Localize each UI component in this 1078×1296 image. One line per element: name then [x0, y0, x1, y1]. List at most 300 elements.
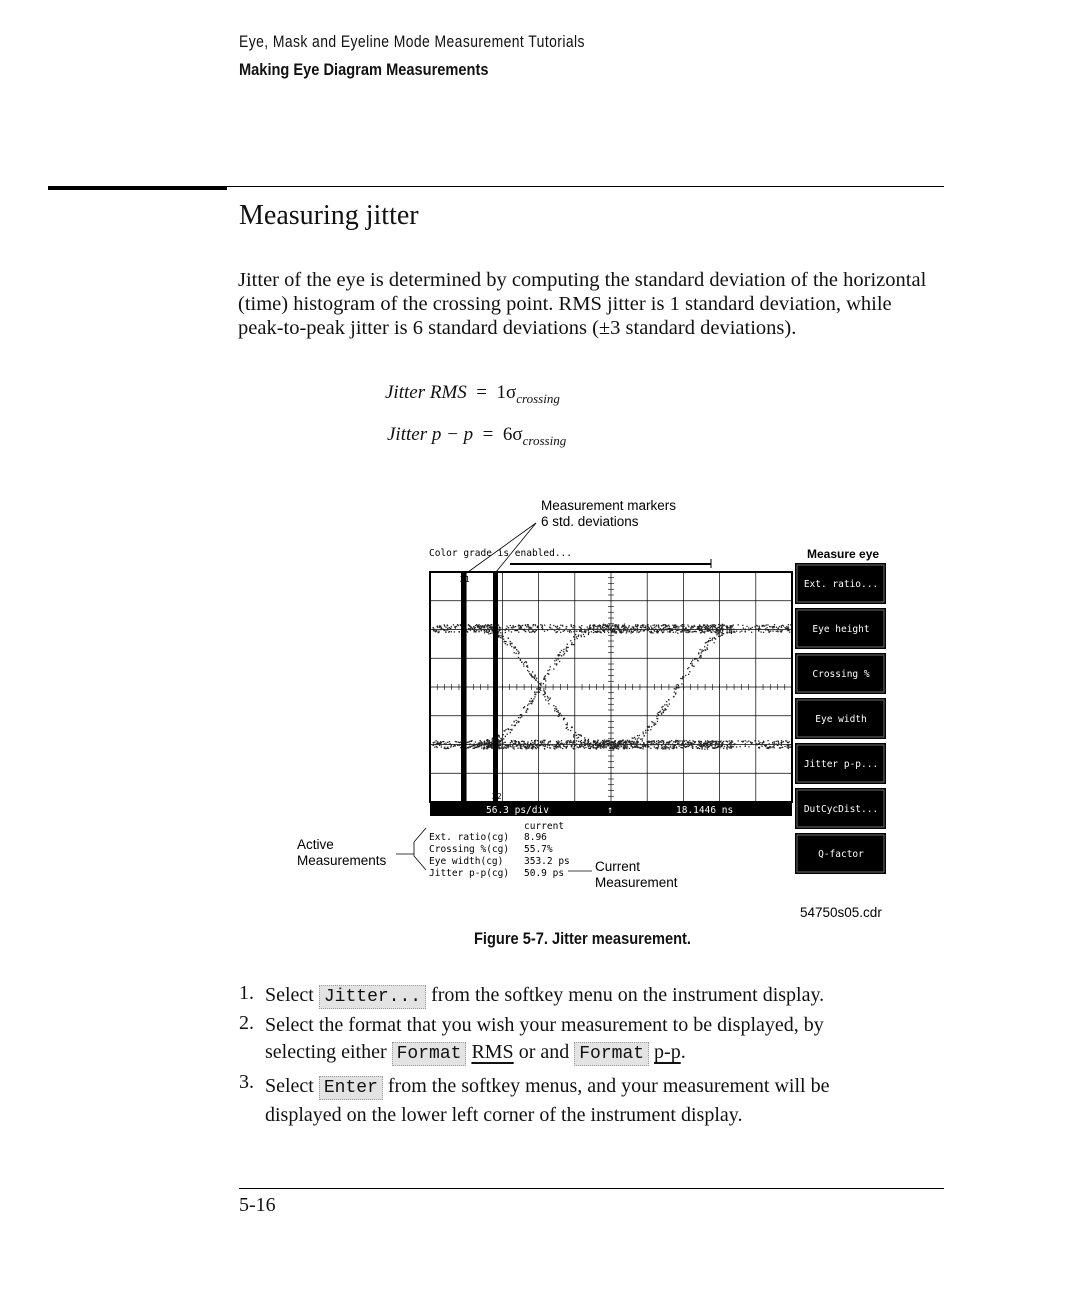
waveform-sample: [524, 629, 525, 630]
waveform-sample: [492, 739, 493, 740]
waveform-sample: [722, 627, 723, 628]
waveform-sample: [683, 740, 684, 741]
waveform-sample: [708, 629, 709, 630]
waveform-sample: [440, 743, 441, 744]
waveform-sample: [740, 746, 741, 747]
waveform-sample: [623, 630, 624, 631]
waveform-sample: [745, 746, 746, 747]
waveform-sample: [625, 747, 626, 748]
step-2-mid: or and: [513, 1041, 575, 1063]
waveform-sample: [484, 632, 485, 633]
waveform-sample: [642, 748, 643, 749]
waveform-sample: [611, 632, 612, 633]
waveform-sample: [658, 712, 659, 713]
waveform-sample: [554, 660, 555, 661]
waveform-sample: [514, 652, 515, 653]
waveform-sample: [518, 625, 519, 626]
waveform-sample: [616, 633, 617, 634]
waveform-sample: [538, 627, 539, 628]
waveform-sample: [679, 745, 680, 746]
format-softkey-ref-1: Format: [392, 1042, 467, 1066]
waveform-sample: [514, 748, 515, 749]
waveform-sample: [640, 748, 641, 749]
waveform-sample: [537, 740, 538, 741]
waveform-sample: [547, 696, 548, 697]
waveform-sample: [682, 626, 683, 627]
waveform-sample: [516, 746, 517, 747]
waveform-sample: [596, 743, 597, 744]
waveform-sample: [790, 747, 791, 748]
waveform-sample: [524, 747, 525, 748]
waveform-sample: [657, 721, 658, 722]
waveform-sample: [672, 744, 673, 745]
waveform-sample: [685, 675, 686, 676]
waveform-sample: [516, 653, 517, 654]
waveform-sample: [675, 689, 676, 690]
waveform-sample: [618, 748, 619, 749]
waveform-sample: [665, 627, 666, 628]
waveform-sample: [593, 745, 594, 746]
waveform-sample: [491, 632, 492, 633]
waveform-sample: [767, 740, 768, 741]
waveform-sample: [612, 748, 613, 749]
waveform-sample: [720, 625, 721, 626]
waveform-sample: [561, 740, 562, 741]
waveform-sample: [560, 747, 561, 748]
waveform-sample: [625, 630, 626, 631]
equation-pp-op: =: [482, 424, 494, 445]
equation-rms: [385, 382, 560, 407]
waveform-sample: [555, 706, 556, 707]
waveform-sample: [445, 627, 446, 628]
waveform-sample: [677, 627, 678, 628]
waveform-sample: [662, 632, 663, 633]
waveform-sample: [491, 628, 492, 629]
waveform-sample: [644, 743, 645, 744]
equation-pp-sub: crossing: [522, 432, 567, 448]
waveform-sample: [435, 744, 436, 745]
waveform-sample: [599, 631, 600, 632]
waveform-sample: [597, 630, 598, 631]
waveform-sample: [584, 737, 585, 738]
waveform-sample: [731, 747, 732, 748]
waveform-sample: [649, 726, 650, 727]
waveform-sample: [593, 627, 594, 628]
waveform-sample: [743, 628, 744, 629]
waveform-sample: [550, 697, 551, 698]
waveform-sample: [554, 663, 555, 664]
waveform-sample: [501, 636, 502, 637]
waveform-sample: [433, 742, 434, 743]
waveform-sample: [505, 632, 506, 633]
waveform-sample: [637, 746, 638, 747]
waveform-sample: [698, 626, 699, 627]
intro-paragraph: Jitter of the eye is determined by computing the standard deviation of the horizontal (time) histogram of the crossing point. RMS jitter is 1 standard deviation, while peak-to-peak jitter is 6 standard deviations (±3 standard deviations).: [238, 269, 927, 339]
waveform-sample: [700, 655, 701, 656]
waveform-sample: [692, 663, 693, 664]
waveform-sample: [478, 746, 479, 747]
waveform-sample: [663, 710, 664, 711]
waveform-sample: [788, 626, 789, 627]
waveform-sample: [473, 627, 474, 628]
waveform-sample: [624, 741, 625, 742]
waveform-sample: [712, 639, 713, 640]
waveform-sample: [531, 747, 532, 748]
waveform-sample: [566, 724, 567, 725]
waveform-sample: [563, 651, 564, 652]
waveform-sample: [484, 742, 485, 743]
waveform-sample: [475, 631, 476, 632]
waveform-sample: [518, 717, 519, 718]
waveform-sample: [475, 625, 476, 626]
waveform-sample: [729, 629, 730, 630]
waveform-sample: [534, 678, 535, 679]
waveform-sample: [658, 625, 659, 626]
waveform-sample: [751, 632, 752, 633]
waveform-sample: [689, 740, 690, 741]
waveform-sample: [621, 746, 622, 747]
waveform-sample: [566, 650, 567, 651]
waveform-sample: [601, 742, 602, 743]
measurement-value: 55.7%: [524, 844, 553, 855]
waveform-sample: [689, 671, 690, 672]
waveform-sample: [757, 744, 758, 745]
waveform-sample: [754, 740, 755, 741]
waveform-sample: [500, 635, 501, 636]
waveform-sample: [758, 741, 759, 742]
waveform-sample: [736, 746, 737, 747]
waveform-sample: [716, 634, 717, 635]
waveform-sample: [492, 748, 493, 749]
waveform-sample: [489, 743, 490, 744]
waveform-sample: [573, 625, 574, 626]
waveform-sample: [678, 629, 679, 630]
waveform-sample: [506, 628, 507, 629]
waveform-sample: [549, 699, 550, 700]
waveform-sample: [606, 629, 607, 630]
waveform-sample: [564, 653, 565, 654]
waveform-sample: [687, 625, 688, 626]
waveform-sample: [627, 740, 628, 741]
waveform-sample: [644, 630, 645, 631]
waveform-sample: [484, 625, 485, 626]
waveform-sample: [693, 631, 694, 632]
waveform-sample: [705, 628, 706, 629]
waveform-sample: [545, 699, 546, 700]
softkey-label: Q-factor: [818, 849, 864, 860]
waveform-sample: [521, 748, 522, 749]
waveform-sample: [630, 741, 631, 742]
waveform-sample: [536, 692, 537, 693]
waveform-sample: [764, 625, 765, 626]
waveform-sample: [514, 725, 515, 726]
waveform-sample: [733, 746, 734, 747]
waveform-sample: [540, 683, 541, 684]
waveform-sample: [580, 627, 581, 628]
waveform-sample: [649, 631, 650, 632]
waveform-sample: [593, 747, 594, 748]
waveform-sample: [672, 745, 673, 746]
waveform-sample: [596, 626, 597, 627]
waveform-sample: [637, 742, 638, 743]
footer-rule: [239, 1188, 944, 1189]
waveform-sample: [613, 631, 614, 632]
waveform-sample: [458, 745, 459, 746]
waveform-sample: [613, 748, 614, 749]
waveform-sample: [535, 624, 536, 625]
waveform-sample: [474, 745, 475, 746]
waveform-sample: [543, 679, 544, 680]
waveform-sample: [623, 744, 624, 745]
waveform-sample: [489, 740, 490, 741]
waveform-sample: [556, 741, 557, 742]
waveform-sample: [685, 743, 686, 744]
waveform-sample: [576, 740, 577, 741]
waveform-sample: [671, 740, 672, 741]
waveform-sample: [566, 741, 567, 742]
waveform-sample: [503, 636, 504, 637]
waveform-sample: [481, 745, 482, 746]
waveform-sample: [527, 708, 528, 709]
waveform-sample: [435, 631, 436, 632]
waveform-sample: [576, 636, 577, 637]
waveform-sample: [748, 741, 749, 742]
waveform-sample: [550, 666, 551, 667]
waveform-sample: [525, 631, 526, 632]
waveform-sample: [673, 627, 674, 628]
waveform-sample: [651, 628, 652, 629]
waveform-sample: [748, 627, 749, 628]
waveform-sample: [720, 631, 721, 632]
waveform-sample: [557, 654, 558, 655]
waveform-sample: [709, 628, 710, 629]
waveform-sample: [482, 744, 483, 745]
status-text: Color grade is enabled...: [429, 548, 572, 559]
waveform-sample: [682, 678, 683, 679]
waveform-sample: [491, 741, 492, 742]
waveform-sample: [663, 624, 664, 625]
waveform-sample: [697, 629, 698, 630]
equation-pp-lhs: Jitter p − p: [387, 424, 474, 445]
waveform-sample: [553, 668, 554, 669]
waveform-sample: [757, 625, 758, 626]
waveform-sample: [440, 742, 441, 743]
waveform-sample: [669, 632, 670, 633]
waveform-sample: [550, 624, 551, 625]
waveform-sample: [614, 632, 615, 633]
waveform-sample: [661, 748, 662, 749]
waveform-sample: [508, 747, 509, 748]
waveform-sample: [574, 742, 575, 743]
waveform-sample: [616, 748, 617, 749]
waveform-sample: [718, 745, 719, 746]
waveform-sample: [601, 745, 602, 746]
waveform-sample: [673, 748, 674, 749]
waveform-sample: [770, 747, 771, 748]
waveform-sample: [594, 742, 595, 743]
waveform-sample: [490, 626, 491, 627]
waveform-sample: [510, 643, 511, 644]
waveform-sample: [447, 629, 448, 630]
waveform-sample: [560, 652, 561, 653]
waveform-sample: [533, 698, 534, 699]
waveform-sample: [544, 676, 545, 677]
waveform-sample: [618, 743, 619, 744]
waveform-sample: [558, 659, 559, 660]
waveform-sample: [727, 745, 728, 746]
waveform-sample: [458, 625, 459, 626]
waveform-sample: [548, 674, 549, 675]
waveform-sample: [547, 673, 548, 674]
waveform-sample: [632, 626, 633, 627]
waveform-sample: [534, 674, 535, 675]
waveform-sample: [712, 628, 713, 629]
waveform-sample: [581, 740, 582, 741]
waveform-sample: [727, 627, 728, 628]
waveform-sample: [570, 630, 571, 631]
waveform-sample: [772, 627, 773, 628]
waveform-sample: [788, 628, 789, 629]
waveform-sample: [616, 743, 617, 744]
waveform-sample: [568, 729, 569, 730]
waveform-sample: [738, 624, 739, 625]
waveform-sample: [704, 745, 705, 746]
waveform-sample: [438, 632, 439, 633]
waveform-sample: [707, 645, 708, 646]
waveform-sample: [683, 744, 684, 745]
waveform-sample: [515, 740, 516, 741]
waveform-sample: [528, 671, 529, 672]
waveform-sample: [777, 745, 778, 746]
waveform-sample: [603, 624, 604, 625]
waveform-sample: [663, 748, 664, 749]
waveform-sample: [508, 728, 509, 729]
waveform-sample: [533, 677, 534, 678]
waveform-sample: [647, 630, 648, 631]
waveform-sample: [651, 632, 652, 633]
waveform-sample: [499, 748, 500, 749]
waveform-sample: [772, 742, 773, 743]
waveform-sample: [587, 628, 588, 629]
waveform-sample: [567, 644, 568, 645]
waveform-sample: [571, 626, 572, 627]
waveform-sample: [642, 732, 643, 733]
waveform-sample: [681, 683, 682, 684]
waveform-sample: [710, 627, 711, 628]
step-1-number: 1.: [239, 982, 254, 1004]
waveform-sample: [501, 738, 502, 739]
waveform-sample: [508, 744, 509, 745]
waveform-sample: [677, 626, 678, 627]
waveform-sample: [580, 635, 581, 636]
waveform-sample: [585, 630, 586, 631]
waveform-sample: [456, 741, 457, 742]
waveform-sample: [476, 630, 477, 631]
waveform-sample: [511, 741, 512, 742]
waveform-sample: [444, 748, 445, 749]
waveform-sample: [782, 747, 783, 748]
waveform-sample: [526, 626, 527, 627]
waveform-sample: [511, 725, 512, 726]
waveform-sample: [611, 626, 612, 627]
waveform-sample: [675, 624, 676, 625]
waveform-sample: [581, 636, 582, 637]
waveform-sample: [564, 718, 565, 719]
waveform-sample: [521, 662, 522, 663]
waveform-sample: [526, 666, 527, 667]
waveform-sample: [577, 737, 578, 738]
waveform-sample: [723, 741, 724, 742]
waveform-sample: [498, 740, 499, 741]
waveform-sample: [781, 625, 782, 626]
waveform-sample: [695, 741, 696, 742]
waveform-sample: [718, 624, 719, 625]
waveform-sample: [692, 660, 693, 661]
section-rule-thin: [227, 186, 944, 187]
waveform-sample: [527, 741, 528, 742]
waveform-sample: [612, 742, 613, 743]
waveform-sample: [710, 744, 711, 745]
waveform-sample: [788, 742, 789, 743]
waveform-sample: [589, 745, 590, 746]
waveform-sample: [682, 747, 683, 748]
waveform-sample: [566, 628, 567, 629]
waveform-sample: [682, 745, 683, 746]
step-3-post: from the softkey menus, and your measurement will be: [382, 1075, 830, 1097]
waveform-sample: [606, 740, 607, 741]
waveform-sample: [629, 744, 630, 745]
waveform-sample: [505, 736, 506, 737]
waveform-sample: [548, 700, 549, 701]
waveform-sample: [663, 627, 664, 628]
waveform-sample: [634, 737, 635, 738]
waveform-sample: [731, 631, 732, 632]
waveform-sample: [774, 745, 775, 746]
waveform-sample: [611, 627, 612, 628]
waveform-sample: [697, 660, 698, 661]
waveform-sample: [621, 743, 622, 744]
waveform-sample: [675, 692, 676, 693]
waveform-sample: [499, 747, 500, 748]
waveform-sample: [581, 625, 582, 626]
waveform-sample: [665, 744, 666, 745]
waveform-sample: [674, 625, 675, 626]
waveform-sample: [708, 741, 709, 742]
waveform-sample: [640, 739, 641, 740]
waveform-sample: [545, 744, 546, 745]
waveform-sample: [563, 649, 564, 650]
waveform-sample: [642, 626, 643, 627]
waveform-sample: [772, 630, 773, 631]
waveform-sample: [554, 708, 555, 709]
waveform-sample: [510, 744, 511, 745]
waveform-sample: [593, 630, 594, 631]
waveform-sample: [700, 746, 701, 747]
waveform-sample: [552, 745, 553, 746]
waveform-sample: [593, 626, 594, 627]
waveform-sample: [561, 650, 562, 651]
equation-pp: [387, 424, 566, 449]
waveform-sample: [625, 743, 626, 744]
waveform-sample: [750, 741, 751, 742]
waveform-sample: [573, 748, 574, 749]
waveform-sample: [502, 740, 503, 741]
waveform-sample: [506, 626, 507, 627]
waveform-sample: [618, 627, 619, 628]
waveform-sample: [542, 741, 543, 742]
waveform-sample: [662, 709, 663, 710]
waveform-sample: [537, 681, 538, 682]
